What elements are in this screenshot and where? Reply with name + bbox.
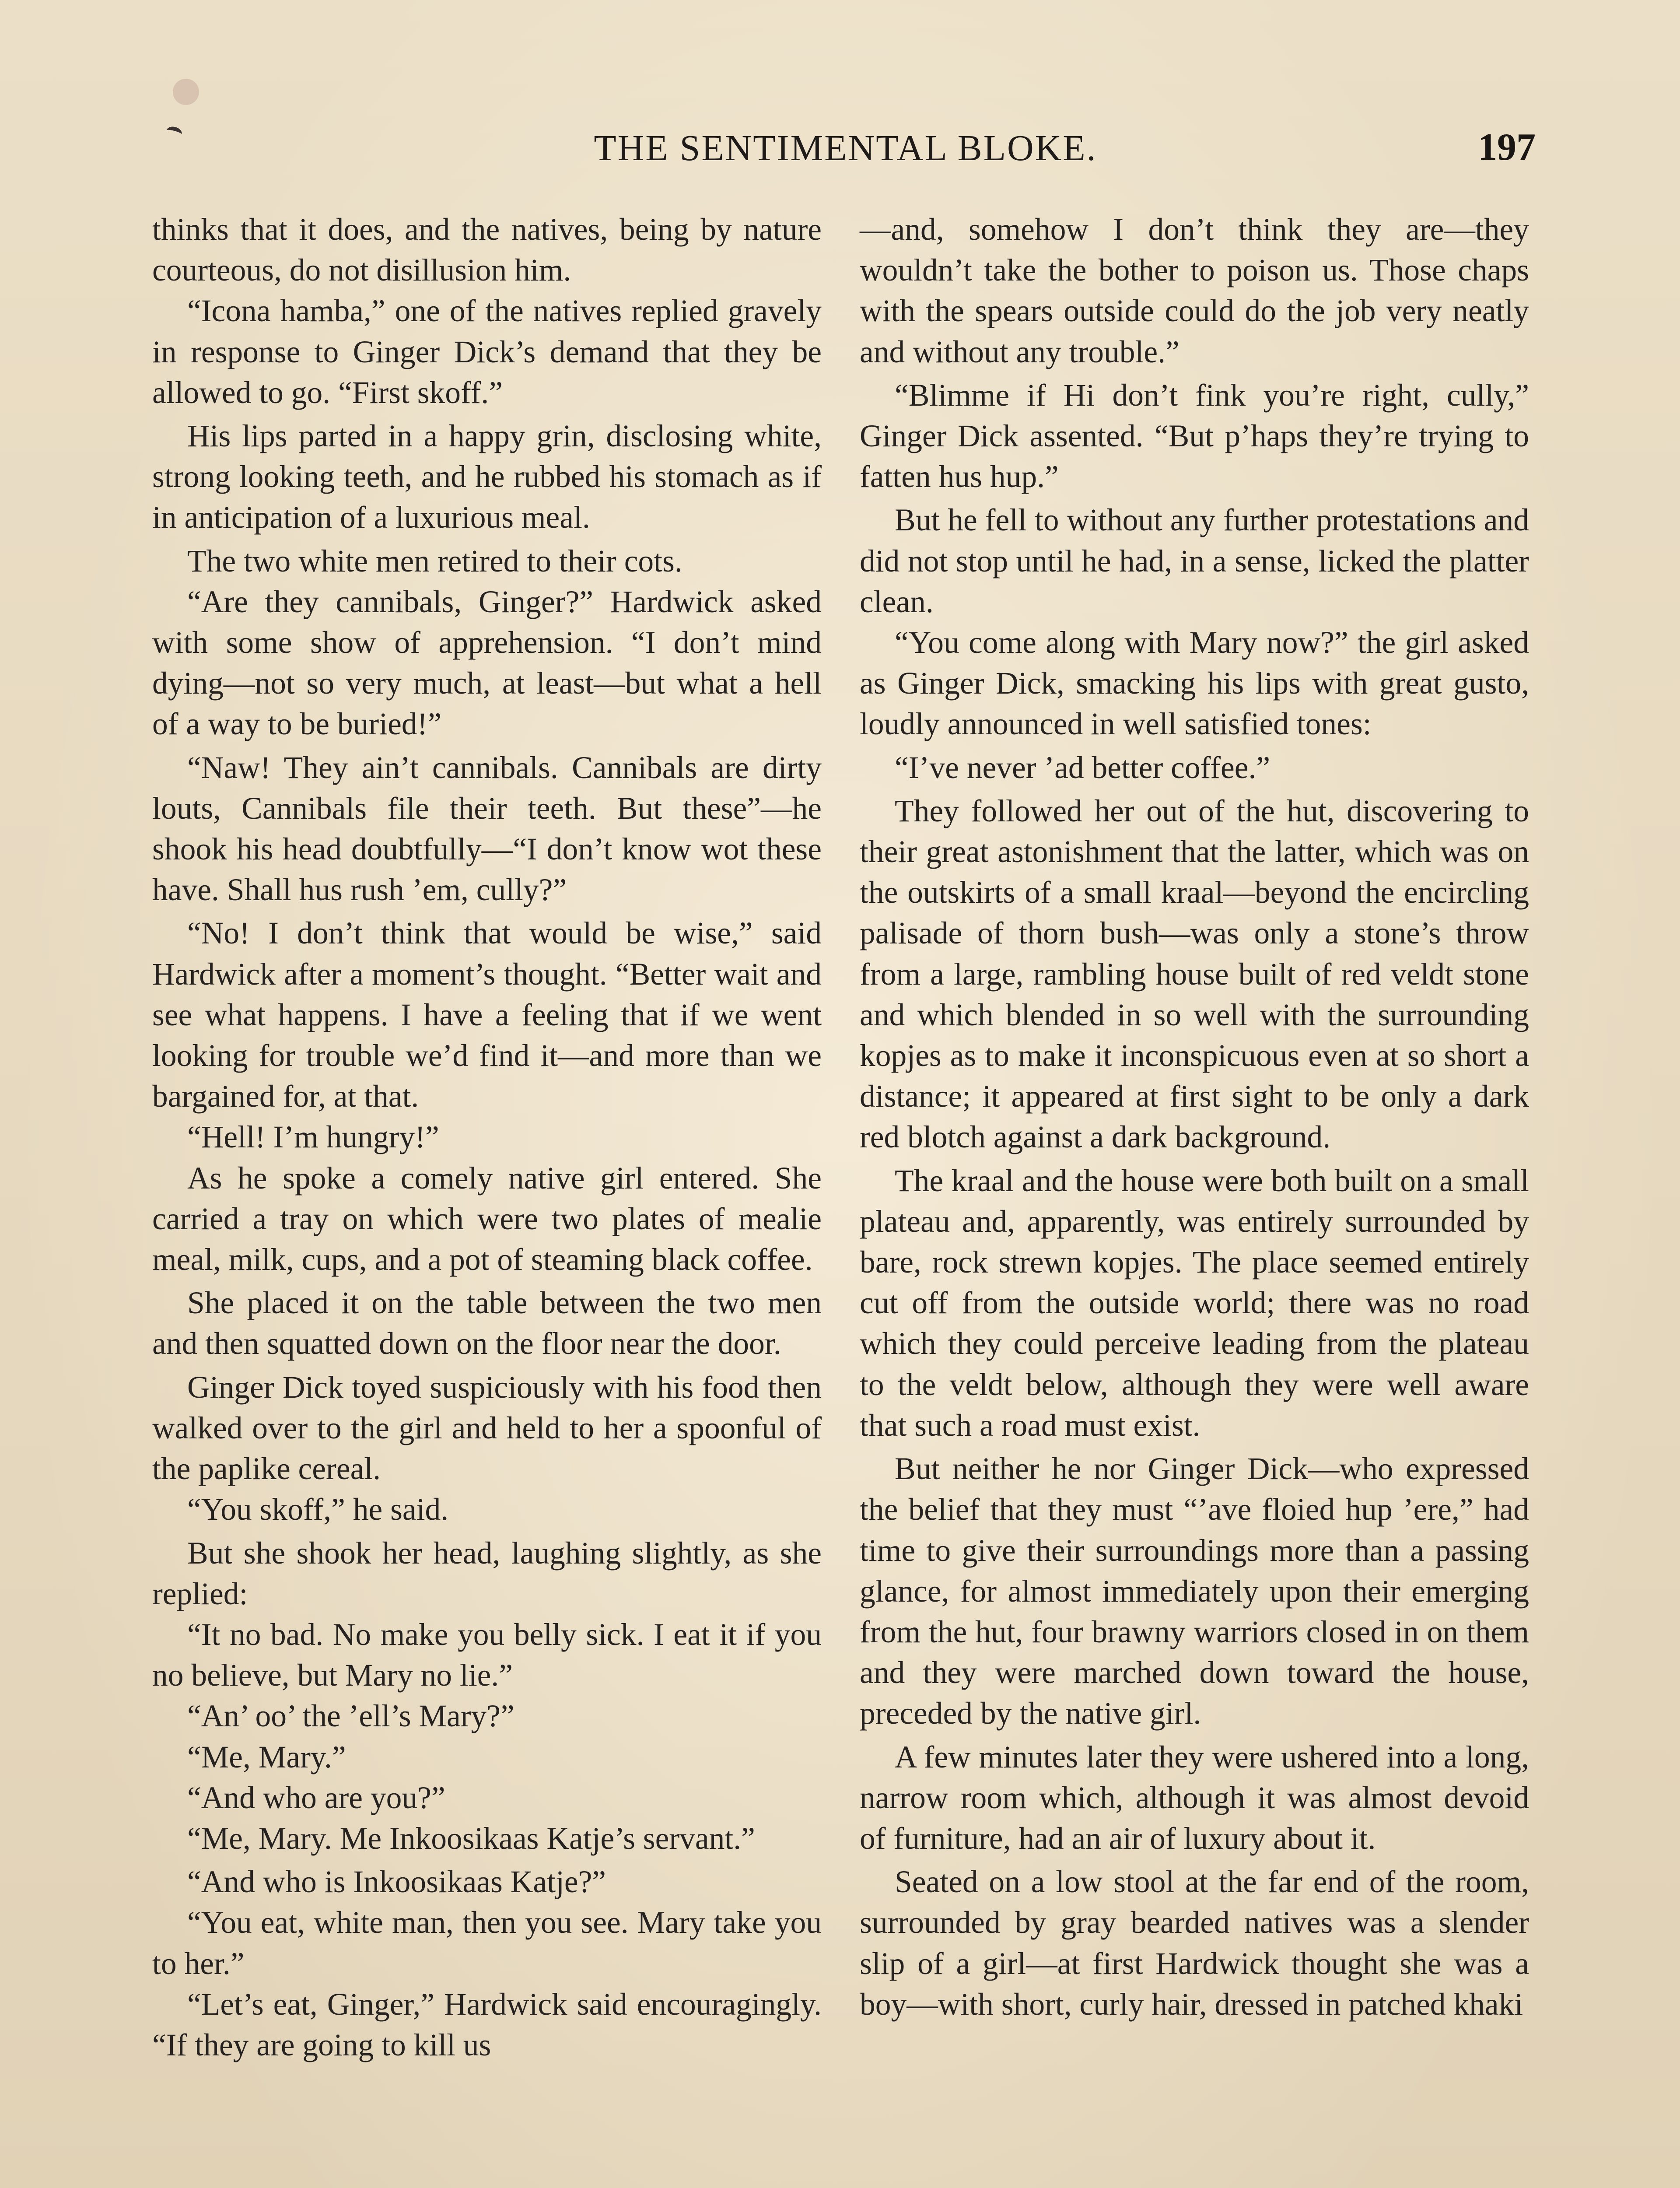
- paragraph: “And who are you?”: [187, 1780, 445, 1815]
- paragraph: But he fell to without any further protestations and did not stop until he had, in a sense, licked the platter clean.: [860, 503, 1529, 619]
- left-column: [152, 209, 822, 2065]
- paragraph: “Me, Mary. Me Inkoosikaas Katje’s servant.”: [187, 1821, 755, 1856]
- paragraph: “Naw! They ain’t cannibals. Cannibals are dirty louts, Cannibals file their teeth. But these”—he shook his head doubtfully—“I don’t know wot these have. Shall hus rush ’em, cully?”: [152, 750, 822, 908]
- paragraph: “You skoff,” he said.: [187, 1492, 449, 1527]
- paragraph: “Me, Mary.”: [187, 1739, 346, 1774]
- paragraph: thinks that it does, and the natives, being by nature courteous, do not disillusion him.: [152, 212, 822, 288]
- paragraph: “You come along with Mary now?” the girl asked as Ginger Dick, smacking his lips with great gusto, loudly announced in well satisfied tones:: [860, 625, 1529, 742]
- paragraph: “Let’s eat, Ginger,” Hardwick said encouragingly. “If they are going to kill us: [152, 1987, 822, 2062]
- paragraph: “Hell! I’m hungry!”: [187, 1120, 439, 1155]
- paragraph: Seated on a low stool at the far end of the room, surrounded by gray bearded natives was a slender slip of a girl—at first Hardwick thought she was a boy—with short, curly hair, dressed in patched khaki: [860, 1865, 1529, 2022]
- paragraph: “It no bad. No make you belly sick. I eat it if you no believe, but Mary no lie.”: [152, 1617, 822, 1693]
- paragraph: “I’ve never ’ad better coffee.”: [895, 750, 1270, 785]
- paragraph: As he spoke a comely native girl entered. She carried a tray on which were two plates of mealie meal, milk, cups, and a pot of steaming black coffee.: [152, 1161, 822, 1277]
- paragraph: “You eat, white man, then you see. Mary take you to her.”: [152, 1905, 822, 1981]
- right-column: [860, 209, 1529, 2025]
- paragraph: “No! I don’t think that would be wise,” said Hardwick after a moment’s thought. “Better wait and see what happens. I have a feeling that if we went looking for trouble we’d find it—and more than we bargained for, at that.: [152, 916, 822, 1114]
- page-number: 197: [1478, 126, 1536, 168]
- paragraph: Ginger Dick toyed suspiciously with his food then walked over to the girl and held to her a spoonful of the paplike cereal.: [152, 1370, 822, 1487]
- paragraph: —and, somehow I don’t think they are—they wouldn’t take the bother to poison us. Those chaps with the spears outside could do the job very neatly and without any trouble.”: [860, 212, 1529, 369]
- paragraph: “Are they cannibals, Ginger?” Hardwick asked with some show of apprehension. “I don’t mind dying—not so very much, at least—but what a hell of a way to be buried!”: [152, 584, 822, 742]
- running-title: THE SENTIMENTAL BLOKE.: [594, 128, 1097, 168]
- paragraph: But neither he nor Ginger Dick—who expressed the belief that they must “’ave floied hup ’ere,” had time to give their surroundings more than a passing glance, for almost immediately upon their emerging from the hut, four brawny warriors closed in on them and they were marched down toward the house, preceded by the native girl.: [860, 1452, 1529, 1731]
- paragraph: “And who is Inkoosikaas Katje?”: [187, 1865, 606, 1900]
- paragraph: His lips parted in a happy grin, disclosing white, strong looking teeth, and he rubbed his stomach as if in anticipation of a luxurious meal.: [152, 419, 822, 535]
- paragraph: “An’ oo’ the ’ell’s Mary?”: [187, 1699, 514, 1734]
- paragraph: A few minutes later they were ushered into a long, narrow room which, although it was almost devoid of furniture, had an air of luxury about it.: [860, 1739, 1529, 1856]
- paper-stain: [173, 79, 199, 105]
- paragraph: “Icona hamba,” one of the natives replied gravely in response to Ginger Dick’s demand that they be allowed to go. “First skoff.”: [152, 294, 822, 410]
- paragraph: They followed her out of the hut, discovering to their great astonishment that the latter, which was on the outskirts of a small kraal—beyond the encircling palisade of thorn bush—was only a stone’s throw from a large, rambling house built of red veldt stone and which blended in so well with the surrounding kopjes as to make it inconspicuous even at so short a distance; it appeared at first sight to be only a dark red blotch against a dark background.: [860, 793, 1529, 1155]
- paragraph: The kraal and the house were both built on a small plateau and, apparently, was entirely surrounded by bare, rock strewn kopjes. The place seemed entirely cut off from the outside world; there was no road which they could perceive leading from the plateau to the veldt below, although they were well aware that such a road must exist.: [860, 1163, 1529, 1443]
- paragraph: “Blimme if Hi don’t fink you’re right, cully,” Ginger Dick assented. “But p’haps they’re trying to fatten hus hup.”: [860, 378, 1529, 494]
- page-header: [155, 127, 1536, 175]
- paragraph: But she shook her head, laughing slightly, as she replied:: [152, 1536, 822, 1611]
- paragraph: The two white men retired to their cots.: [187, 543, 682, 579]
- paragraph: She placed it on the table between the two men and then squatted down on the floor near the door.: [152, 1286, 822, 1361]
